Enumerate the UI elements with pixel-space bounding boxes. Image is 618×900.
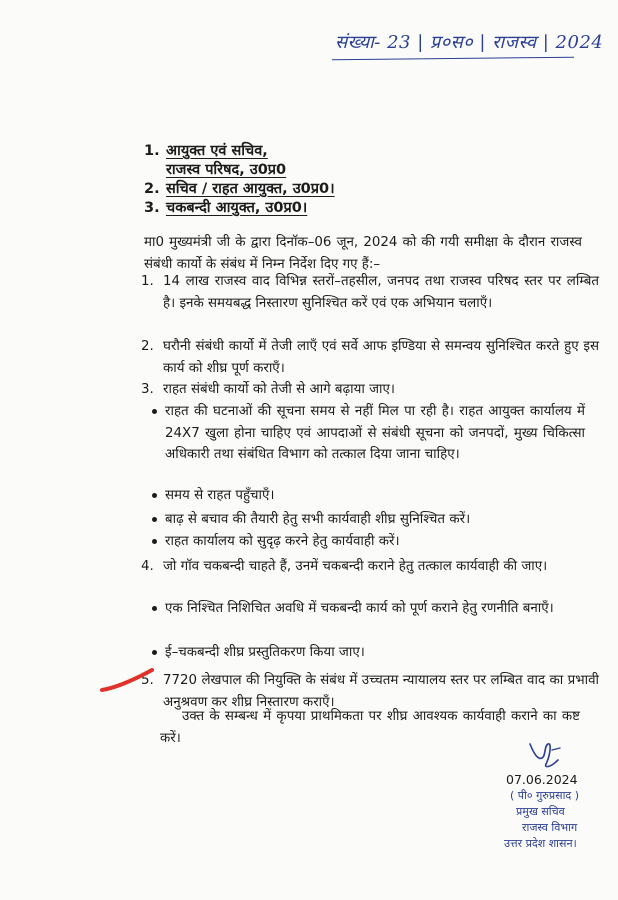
addressee-1	[144, 140, 268, 160]
addressee-3-number: 3.	[144, 200, 160, 216]
addressee-3	[144, 197, 307, 217]
point-5-text: 7720 लेखपाल की नियुक्ति के संबंध में उच्चतम न्यायालय स्तर पर लम्बित वाद का प्रभावी अनुश्रवण कर शीघ्र निस्तारण कराएँ।	[163, 673, 599, 710]
consolidation-bullet-1-text: एक निश्चित निशिचित अवधि में चकबन्दी कार्य को पूर्ण कराने हेतु रणनीति बनाएँ।	[165, 601, 554, 616]
addressee-3-line1: चकबन्दी आयुक्त, उ0प्र0।	[166, 200, 308, 216]
relief-bullet-1-text: राहत की घटनाओं की सूचना समय से नहीं मिल पा रही है। राहत आयुक्त कार्यालय में 24X7 खुला होना चाहिए एवं आपदाओं से संबंधी सूचना को जनपदों, मुख्य चिकित्सा अधिकारी तथा संबंधित विभाग को तत्काल दिया जाना चाहिए।	[165, 404, 585, 462]
signatory-designation: प्रमुख सचिव	[516, 805, 565, 818]
signatory-government: उत्तर प्रदेश शासन।	[504, 837, 577, 850]
bullet-dot	[152, 409, 157, 414]
signatory-stamp	[504, 786, 604, 866]
bullet-dot	[152, 606, 157, 611]
addressee-1-line1: आयुक्त एवं सचिव,	[166, 143, 268, 159]
point-2-text: घरौनी संबंधी कार्यो में तेजी लाएँ एवं सर्वे आफ इण्डिया से समन्वय सुनिश्चित करते हुए इस कार्य को शीघ्र पूर्ण कराएँ।	[163, 339, 599, 376]
addressee-1-line2: राजस्व परिषद, उ0प्र0	[166, 162, 287, 178]
point-4-number: 4.	[141, 559, 154, 574]
red-pen-mark	[100, 668, 154, 692]
addressee-2-number: 2.	[144, 181, 160, 197]
consolidation-bullet-2-text: ई–चकबन्दी शीघ्र प्रस्तुतिकरण किया जाए।	[165, 645, 365, 660]
point-3-text: राहत संबंधी कार्यो को तेजी से आगे बढ़ाया जाए।	[163, 382, 395, 397]
bullet-dot	[152, 517, 157, 522]
handwritten-signature	[524, 738, 564, 772]
signature-date: 07.06.2024	[506, 772, 578, 787]
relief-bullet-4-text: राहत कार्यालय को सुदृढ़ करने हेतु कार्यवाही करें।	[165, 534, 400, 549]
addressee-1-line2-row	[166, 159, 286, 179]
addressee-2-line1: सचिव / राहत आयुक्त, उ0प्र0।	[166, 181, 335, 197]
addressee-1-number: 1.	[144, 143, 160, 159]
relief-bullet-3-text: बाढ़ से बचाव की तैयारी हेतु सभी कार्यवाही शीघ्र सुनिश्चित करें।	[165, 512, 471, 527]
intro-paragraph: मा0 मुख्यमंत्री जी के द्वारा दिनॉक–06 जून, 2024 को की गयी समीक्षा के दौरान राजस्व संबंधी कार्यो के संबंध में निम्न निर्देश दिए गए हैं:–	[144, 235, 582, 272]
bullet-dot	[152, 650, 157, 655]
signatory-department: राजस्व विभाग	[522, 821, 578, 834]
point-2-number: 2.	[141, 339, 154, 354]
reference-underline	[332, 57, 574, 61]
reference-number: संख्या- 23 | प्र०स० | राजस्व | 2024	[335, 32, 604, 53]
point-1-text: 14 लाख राजस्व वाद विभिन्न स्तरों–तहसील, जनपद तथा राजस्व परिषद स्तर पर लम्बित है। इनके समयबद्ध निस्तारण सुनिश्चित करें एवं एक अभियान चलाएँ।	[163, 274, 599, 311]
point-5-number: 5.	[141, 673, 154, 688]
point-3-number: 3.	[141, 382, 154, 397]
point-1-number: 1.	[141, 274, 154, 289]
bullet-dot	[152, 539, 157, 544]
bullet-dot	[152, 493, 157, 498]
relief-bullet-2-text: समय से राहत पहुँचाएँ।	[165, 488, 275, 503]
addressee-2	[144, 178, 335, 198]
closing-paragraph: उक्त के सम्बन्ध में कृपया प्राथमिकता पर शीघ्र आवश्यक कार्यवाही कराने का कष्ट करें।	[160, 709, 580, 746]
signatory-name: ( पी० गुरुप्रसाद )	[510, 789, 580, 802]
point-4-text: जो गॉव चकबन्दी चाहते हैं, उनमें चकबन्दी कराने हेतु तत्काल कार्यवाही की जाए।	[163, 559, 548, 574]
